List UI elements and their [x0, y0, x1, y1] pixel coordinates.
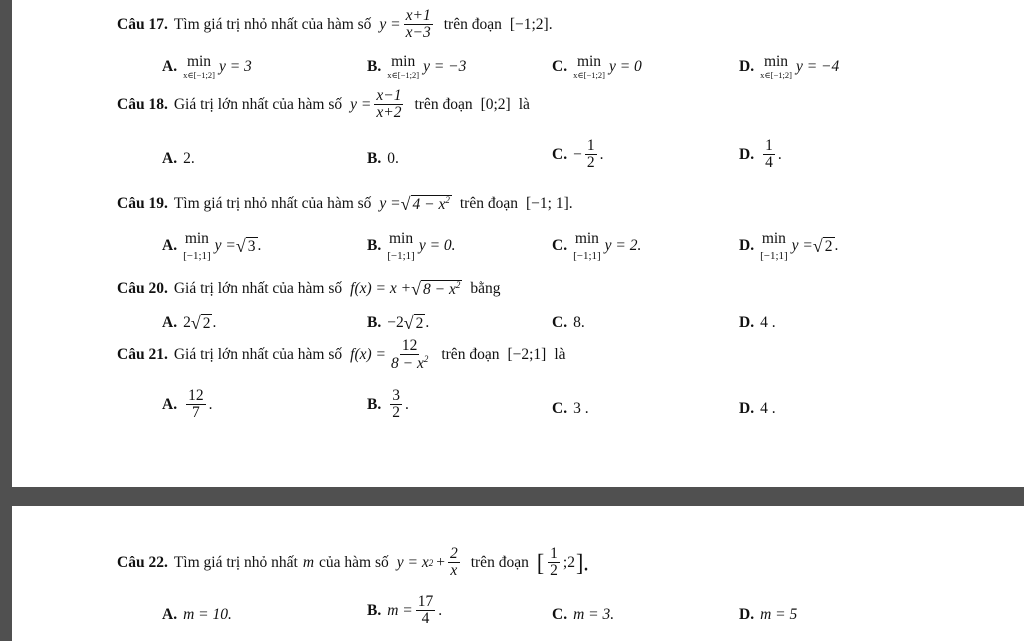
option-17-d[interactable]: D. min x∈[−1;2] y = −4	[739, 53, 840, 80]
option-20-d[interactable]: D. 4 .	[739, 314, 776, 331]
option-19-b[interactable]: B. min [−1;1] y = 0.	[367, 230, 456, 262]
option-21-c[interactable]: C. 3 .	[552, 400, 589, 417]
question-17	[117, 8, 553, 42]
option-21-d[interactable]: D. 4 .	[739, 400, 776, 417]
question-20: Câu 20. Giá trị lớn nhất của hàm số f(x) = x + √ $8 - x^2$ bằng	[117, 279, 501, 300]
question-19: Câu 19. Tìm giá trị nhỏ nhất của hàm số y = √ $4 - x^2$ trên đoạn [−1; 1].	[117, 194, 573, 215]
question-22: Câu 22. Tìm giá trị nhỏ nhất m của hàm số y = x 2 + $\frac{2}{x}$ trên đoạn [ $\frac{1}{2}$ ;2 ].	[117, 545, 589, 580]
sqrt-expression: √ $4 - x^2$	[400, 194, 450, 215]
option-18-d[interactable]: D. $\frac{1}{4}$ .	[739, 137, 782, 172]
option-22-c[interactable]: C. m = 3.	[552, 606, 615, 623]
option-17-b[interactable]: B. min x∈[−1;2] y = −3	[367, 53, 467, 80]
option-17-c[interactable]: C. min x∈[−1;2] y = 0	[552, 53, 642, 80]
option-19-a[interactable]: A. min [−1;1] y = √ 3 .	[162, 230, 262, 262]
option-20-a[interactable]: A. 2 √ 2 .	[162, 313, 217, 334]
function-fraction: $\frac{x-1}{x+2}$	[376, 87, 402, 122]
option-22-a[interactable]: A. m = 10.	[162, 606, 232, 623]
suffix-text: trên đoạn	[443, 15, 502, 33]
option-18-c[interactable]: C. − $\frac{1}{2}$ .	[552, 137, 604, 172]
option-20-b[interactable]: B. −2 √ 2 .	[367, 313, 430, 334]
question-text: Tìm giá trị nhỏ nhất của hàm số	[173, 15, 372, 33]
option-22-b[interactable]: B. m = $\frac{17}{4}$ .	[367, 593, 443, 628]
interval: [−1;2].	[509, 15, 553, 33]
option-22-d[interactable]: D. m = 5	[739, 606, 798, 623]
function-lhs: y =	[379, 15, 401, 33]
option-18-b[interactable]: B. 0.	[367, 150, 399, 167]
document-page-1	[12, 0, 1024, 487]
option-21-a[interactable]: A. $\frac{12}{7}$ .	[162, 387, 213, 422]
option-17-a[interactable]: A. min x∈[−1;2] y = 3	[162, 53, 252, 80]
question-21: Câu 21. Giá trị lớn nhất của hàm số f(x) = $\frac{12}{8 - x^2}$ trên đoạn [−2;1] là	[117, 337, 566, 373]
option-18-a[interactable]: A. 2.	[162, 150, 195, 167]
option-19-d[interactable]: D. min [−1;1] y = √ 2 .	[739, 230, 839, 262]
document-page-2	[12, 506, 1024, 641]
option-19-c[interactable]: C. min [−1;1] y = 2.	[552, 230, 642, 262]
question-label: Câu 17.	[117, 15, 168, 33]
option-20-c[interactable]: C. 8.	[552, 314, 585, 331]
function-fraction: $\frac{x+1}{x-3}$	[405, 7, 431, 42]
option-21-b[interactable]: B. $\frac{3}{2}$ .	[367, 387, 409, 422]
question-18: Câu 18. Giá trị lớn nhất của hàm số y = $\frac{x-1}{x+2}$ trên đoạn [0;2] là	[117, 87, 530, 122]
